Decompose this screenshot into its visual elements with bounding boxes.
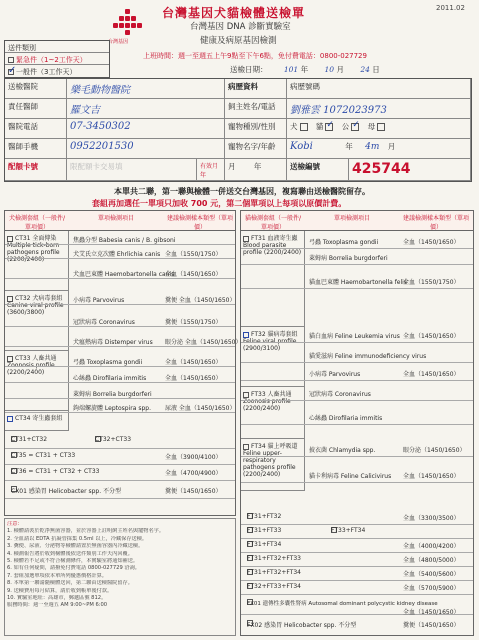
pet-name-row: Kobi 年 4m 月 (287, 139, 471, 159)
intro-line-1: 本單共二聯，第一聯與檢體一併送交台灣基因，複寫聯由送檢醫院留存。 (114, 187, 370, 196)
send-no-label: 送檢編號 (287, 159, 349, 181)
cat-item-row[interactable]: 貓卡利病毒 Feline Calicivirus 全血（1450/1650） (241, 469, 473, 483)
dog-item-row[interactable]: 弓蟲 Toxoplasma gondii 全血（1450/1650） (5, 355, 235, 367)
dog-item-row[interactable]: 犬艾氏立克次體 Ehrlichia canis 全血（1550/1750） (5, 247, 235, 259)
dog-option[interactable]: 犬 (290, 122, 308, 131)
dog-group-ct33[interactable]: CT33 人畜共通 Zoonosis profile (2200/2400) (5, 351, 69, 411)
form-subtitle-2: 健康及病原基因檢測 (200, 36, 277, 46)
cat-test-table (240, 210, 474, 636)
note-line: 8. 本單第一聯請隨檢體送回，第二聯由送檢醫院留存。 (7, 580, 133, 587)
record-number-label[interactable]: 病歷號碼 (287, 79, 471, 99)
dog-item-row[interactable]: 萊姆病 Borrelia burgdorferi (5, 387, 235, 399)
note-line: 4. 檢測報告將於收到檢體後依送件類別工作天內回覆。 (7, 550, 133, 557)
note-line: 2. 全血請以 EDTA 抗凝管採集 0.5ml 以上，冷藏保存送檢。 (7, 535, 148, 542)
note-line: 6. 如有任何疑問，請撥免付費電話 0800-027729 洽詢。 (7, 565, 140, 572)
dog-header-3: 建議檢測樣本類型（單項價） (166, 215, 233, 231)
note-line: 9. 送檢費用每月結算，請於收到帳單後付款。 (7, 587, 113, 594)
normal-option[interactable]: ✓ 一般件（3工作天） (8, 65, 77, 76)
cat-group-ft31[interactable]: FT31 血液寄生蟲 Blood parasite profile (2200/2400) (241, 231, 305, 327)
dog-item-row[interactable]: 鉤端螺旋體 Leptospira spp. 尿液 全血（1450/1650） (5, 401, 235, 413)
cat-item-row[interactable]: 披衣菌 Chlamydia spp. 眼分泌（1450/1650） (241, 443, 473, 457)
service-hours: 上班時間：週一至週五上午9點至下午6點，免付費電話：0800-027729 (143, 52, 367, 60)
urgent-option[interactable]: 緊急件（1~2工作天） (5, 53, 109, 65)
cat-item-row[interactable]: 小病毒 Parvovirus 全血（1450/1650） (241, 367, 473, 381)
dog-group-ct32[interactable]: CT32 犬病毒套組 Canine viral profile (3600/3800) (5, 291, 69, 351)
note-line: 3. 糞便、尿液、分泌物等檢體請置於無菌容器內冷藏送檢。 (7, 543, 144, 550)
cat-item-row[interactable]: 貓愛滋病 Feline immunodeficiency virus (241, 349, 473, 363)
cat-fx02-row[interactable]: FX02 感染胃 Helicobacter spp. 不分型 糞便（1450/1650） (247, 622, 460, 629)
species-options (287, 119, 471, 139)
mobile-field[interactable]: 0952201530 (67, 139, 225, 159)
cat-item-row[interactable]: 弓蟲 Toxoplasma gondii 全血（1450/1650） (241, 235, 473, 249)
cat-option[interactable]: 貓 ✓ (315, 120, 334, 131)
cat-combo-row[interactable]: FT31+FT34 全血（4000/4200） (241, 539, 473, 553)
male-option[interactable]: 公 ✓ (341, 120, 360, 131)
cat-table-header (241, 211, 473, 231)
cat-header-2: 單項檢測項目 (333, 215, 370, 222)
dog-test-table (4, 210, 242, 516)
dog-cx01-row[interactable]: CX01 感染胃 Helicobacter spp. 不分型 糞便（1450/1650） (5, 483, 235, 499)
send-no-value: 425744 (349, 159, 471, 181)
notes-section (4, 518, 236, 636)
dog-item-row[interactable]: 心絲蟲 Dirofilaria immitis 全血（1450/1650） (5, 371, 235, 383)
cat-combo-row[interactable]: FT31+FT32+FT34 全血（5400/5600） (241, 567, 473, 581)
dog-group-ct34[interactable]: CT34 寄生蟲套組 (5, 411, 69, 431)
cat-item-row[interactable]: 心絲蟲 Dirofilaria immitis (241, 411, 473, 425)
logo-text: 台灣基因 (108, 39, 129, 45)
pet-name-label: 寵物名字/年齡 (225, 139, 287, 159)
notes-label: 注意： (7, 521, 23, 527)
doctor-label: 責任醫師 (5, 99, 67, 119)
pet-name-field[interactable]: Kobi (290, 141, 313, 152)
phone-label: 醫院電話 (5, 119, 67, 139)
dog-item-row[interactable]: 小病毒 Parvovirus 糞便 全血（1450/1650） (5, 293, 235, 305)
dog-item-row[interactable]: 冠狀病毒 Coronavirus 糞便（1550/1750） (5, 315, 235, 327)
note-line: 5. 檢體若不足或不符合檢測條件，本實驗室將通知補送。 (7, 558, 139, 565)
cat-item-row[interactable]: 貓白血病 Feline Leukemia virus 全血（1450/1650） (241, 329, 473, 343)
owner-label: 飼主姓名/電話 (225, 99, 287, 119)
dog-combo-row[interactable]: CT36 = CT31 + CT32 + CT33 全血（4700/4900） (5, 465, 235, 481)
send-type-label: 送件類別 (5, 41, 109, 53)
dog-item-row[interactable]: 焦蟲分型 Babesia canis / B. gibsoni (5, 233, 235, 245)
card-field[interactable]: 限配額卡交易填 (67, 159, 197, 181)
cat-item-row[interactable]: 萊姆病 Borrelia burgdorferi (241, 251, 473, 265)
card-label: 配額卡號 (5, 159, 67, 181)
intro-line-2: 套組再加選任一單項只加收 700 元，第二個單項以上每項以原價計費。 (92, 199, 347, 208)
cat-combo-row[interactable]: FT31+FT32 全血（3300/3500） (241, 511, 473, 525)
form-subtitle: 台灣基因 DNA 診斷實驗室 (190, 22, 291, 32)
company-logo (112, 8, 144, 38)
dog-header-1: 犬檢測套組（一般件/單項價） (8, 215, 66, 231)
note-line: 7. 套組加選單項依本單所列優惠價格計算。 (7, 572, 107, 579)
dog-item-row[interactable]: 犬瘟熱病毒 Distemper virus 眼分泌 全血（1450/1650） (5, 335, 235, 347)
cat-group-ft32[interactable]: FT32 貓病毒套組 Feline viral profile (2900/3100) (241, 327, 305, 387)
send-date-row: 送檢日期： 101 年 10 月 24 日 (230, 65, 380, 74)
dog-table-header (5, 211, 235, 231)
doctor-field[interactable]: 羅文吉 (67, 99, 225, 119)
card-expiry-tag: 有效月年 (197, 159, 225, 181)
dog-header-2: 單項檢測項目 (97, 215, 134, 222)
female-option[interactable]: 母 (368, 122, 386, 131)
species-label: 寵物種別/性別 (225, 119, 287, 139)
note-line: 服務時間：週一至週五 AM 9:00~PM 6:00 (7, 602, 108, 609)
form-version: 2011.02 (436, 4, 465, 12)
cat-combo-row[interactable]: FT32+FT33+FT34 全血（5700/5900） (241, 581, 473, 595)
mobile-label: 醫師手機 (5, 139, 67, 159)
cat-combo-row[interactable]: FT31+FT32+FT33 全血（4800/5000） (241, 553, 473, 567)
owner-field[interactable]: 劉雅雲 1072023973 (287, 99, 471, 119)
cat-fx01-row[interactable]: FX01 遺傳性多囊性腎病 Autosomal dominant polycystic kidney disease 全血（1450/1650） (241, 597, 473, 615)
dog-combo-row[interactable]: CT31+CT32 CT32+CT33 (5, 433, 235, 449)
date-day[interactable]: 24 (360, 65, 370, 74)
pet-record-label: 病歷資料 (225, 79, 287, 99)
hospital-field[interactable]: 樂毛動物醫院 (67, 79, 225, 99)
cat-header-1: 貓檢測套組（一般件/單項價） (244, 215, 302, 231)
dog-item-row[interactable]: 犬血巴東體 Haemobartonella canis 全血（1450/1650） (5, 267, 235, 279)
month-year-cell: 月 年 (225, 159, 287, 181)
cat-item-row[interactable]: 冠狀病毒 Coronavirus (241, 387, 473, 401)
cat-item-row[interactable]: 貓血巴東體 Haemobartonella felis 全血（1550/1750） (241, 275, 473, 289)
cat-group-ft34[interactable]: FT34 貓上呼吸道 Feline upper-respiratory pathogens profile (2200/2400) (241, 439, 305, 491)
cat-combo-row[interactable]: FT31+FT33 FT33+FT34 (241, 525, 473, 539)
dog-group-ct31[interactable]: CT31 全面傳染 Multiple tick-born pathogens profile (2200/2400) (5, 231, 69, 291)
note-line: 1. 檢體請裝於乾淨無菌容器，並於容器上註明飼主姓名與寵物名字。 (7, 528, 165, 535)
hospital-label: 送檢醫院 (5, 79, 67, 99)
cat-group-ft33[interactable]: FT33 人畜共通 Zoonosis profile (2200/2400) (241, 387, 305, 439)
phone-field[interactable]: 07-3450302 (67, 119, 225, 139)
pet-age-field[interactable]: 4m (365, 142, 380, 152)
date-year[interactable]: 101 (283, 65, 299, 74)
date-month[interactable]: 10 (324, 65, 335, 74)
dog-combo-row[interactable]: CT35 = CT31 + CT33 全血（3900/4100） (5, 449, 235, 465)
form-title: 台灣基因犬貓檢體送檢單 (162, 6, 306, 20)
send-type-box (4, 40, 110, 78)
note-line: 10. 實驗室地址：高雄市，郵遞區號 812。 (7, 595, 107, 602)
cat-header-3: 建議檢測樣本類型（單項價） (402, 215, 469, 231)
info-grid (4, 78, 472, 182)
